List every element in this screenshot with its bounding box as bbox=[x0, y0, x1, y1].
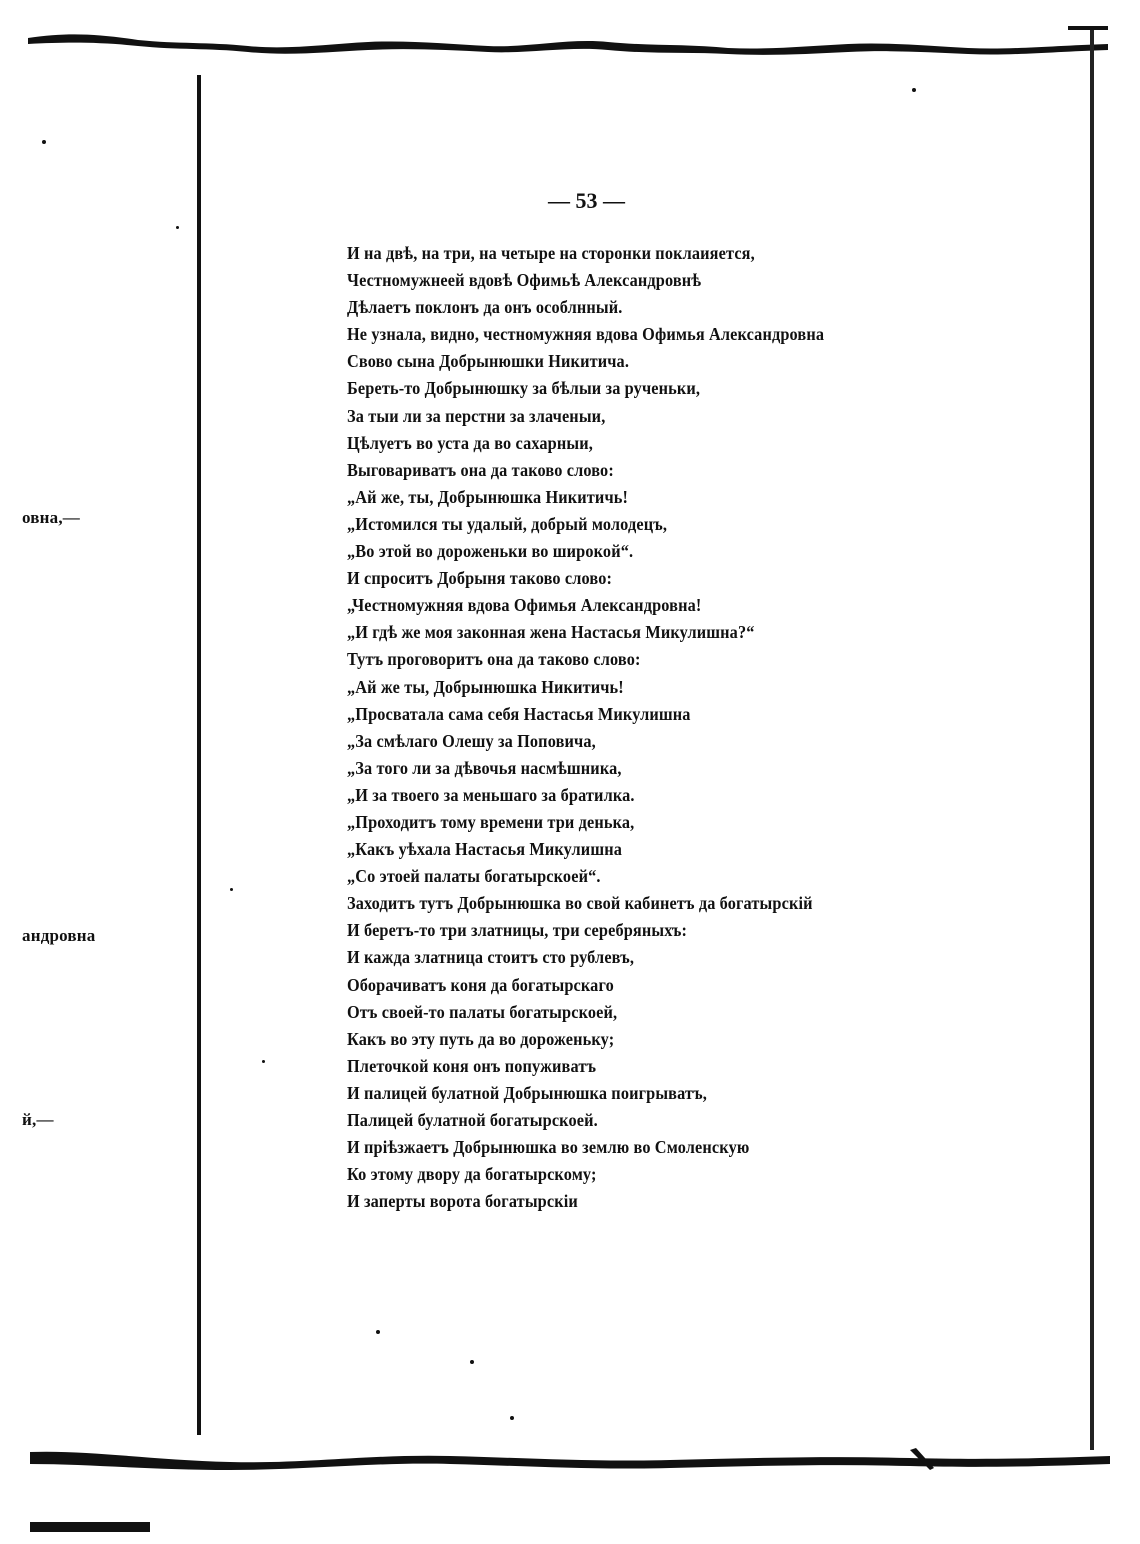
poem-line: „Проходитъ тому времени три денька, bbox=[347, 811, 635, 832]
poem-line: И кажда златница стоитъ сто рублевъ, bbox=[347, 947, 635, 968]
poem-line: „И гдѣ же моя законная жена Настасья Микулишна?“ bbox=[347, 622, 755, 643]
poem-line: Свово сына Добрынюшки Никитича. bbox=[347, 351, 630, 372]
poem-line: „За того ли за дѣвочья насмѣшника, bbox=[347, 757, 622, 778]
poem-line: „Честномужняя вдова Офимья Александровна! bbox=[347, 595, 702, 616]
scan-speck bbox=[510, 1416, 514, 1420]
poem-line: И на двѣ, на три, на четыре на сторонки поклаияется, bbox=[347, 243, 755, 263]
poem-line: Отъ своей-то палаты богатырскоей, bbox=[347, 1001, 618, 1022]
poem-line: Береть-то Добрынюшку за бѣлыи за рученьки, bbox=[347, 378, 701, 399]
scan-speck bbox=[376, 1330, 380, 1334]
scan-speck bbox=[42, 140, 46, 144]
poem-text-block bbox=[347, 240, 1067, 1215]
scan-speck bbox=[470, 1360, 474, 1364]
poem-line: „Во этой во дороженьки во широкой“. bbox=[347, 541, 634, 562]
poem-line: Не узнала, видно, честномужняя вдова Офимья Александровна bbox=[347, 324, 825, 345]
poem-line: За тыи ли за перстни за злаченыи, bbox=[347, 405, 606, 426]
right-edge-rule bbox=[1090, 30, 1094, 1450]
poem-line: Тутъ проговоритъ она да таково слово: bbox=[347, 649, 641, 670]
left-page-fragments bbox=[0, 0, 120, 1544]
bottom-page-edge bbox=[30, 1440, 1110, 1472]
poem-line: И пріѣзжаетъ Добрынюшка во землю во Смоленскую bbox=[347, 1137, 750, 1158]
poem-line: „И за твоего за меньшаго за братилка. bbox=[347, 784, 635, 805]
poem-line: „Ай же, ты, Добрынюшка Никитичь! bbox=[347, 486, 629, 507]
poem-line: „За смѣлаго Олешу за Поповича, bbox=[347, 730, 596, 751]
top-page-edge bbox=[28, 24, 1108, 64]
poem-line: И палицей булатной Добрынюшка поигрыватъ, bbox=[347, 1082, 707, 1103]
left-fragment-line: андровна bbox=[22, 926, 96, 945]
poem-line: Дѣлаетъ поклонъ да онъ особлнный. bbox=[347, 297, 623, 318]
left-fold-rule bbox=[197, 75, 201, 1435]
poem-line: Какъ во эту путь да во дороженьку; bbox=[347, 1028, 615, 1049]
poem-line: Оборачиватъ коня да богатырскаго bbox=[347, 974, 614, 995]
scan-speck bbox=[230, 888, 233, 891]
page-number: — 53 — bbox=[548, 188, 625, 213]
poem-line: Честномужнеей вдовѣ Офимьѣ Александровнѣ bbox=[347, 270, 702, 291]
poem-line: Цѣлуетъ во уста да во сахарныи, bbox=[347, 432, 593, 453]
poem-line: Палицей булатной богатырскоей. bbox=[347, 1110, 598, 1130]
poem-line: И спроситъ Добрыня таково слово: bbox=[347, 568, 613, 589]
left-fragment-line: овна,— bbox=[22, 508, 81, 527]
poem-line: „Истомился ты удалый, добрый молодецъ, bbox=[347, 513, 668, 534]
poem-line: Выговариватъ она да таково слово: bbox=[347, 459, 614, 480]
poem-line: Ко этому двору да богатырскому; bbox=[347, 1164, 597, 1185]
scan-speck bbox=[262, 1060, 265, 1063]
poem-line: „Ай же ты, Добрынюшка Никитичь! bbox=[347, 676, 624, 697]
scan-speck bbox=[912, 88, 916, 92]
poem-line: „Со этоей палаты богатырскоей“. bbox=[347, 866, 601, 887]
poem-line: „Просватала сама себя Настасья Микулишна bbox=[347, 703, 691, 724]
scan-speck bbox=[176, 226, 179, 229]
poem-line: Плеточкой коня онъ попуживатъ bbox=[347, 1055, 597, 1076]
poem-line: Заходитъ тутъ Добрынюшка во свой кабинетъ да богатырскій bbox=[347, 893, 813, 914]
poem-line: И беретъ-то три златницы, три серебряныхъ: bbox=[347, 920, 688, 941]
poem-line: „Какъ уѣхала Настасья Микулишна bbox=[347, 839, 623, 860]
left-fragment-line: й,— bbox=[22, 1110, 54, 1129]
poem-line: И заперты ворота богатырскіи bbox=[347, 1191, 578, 1212]
